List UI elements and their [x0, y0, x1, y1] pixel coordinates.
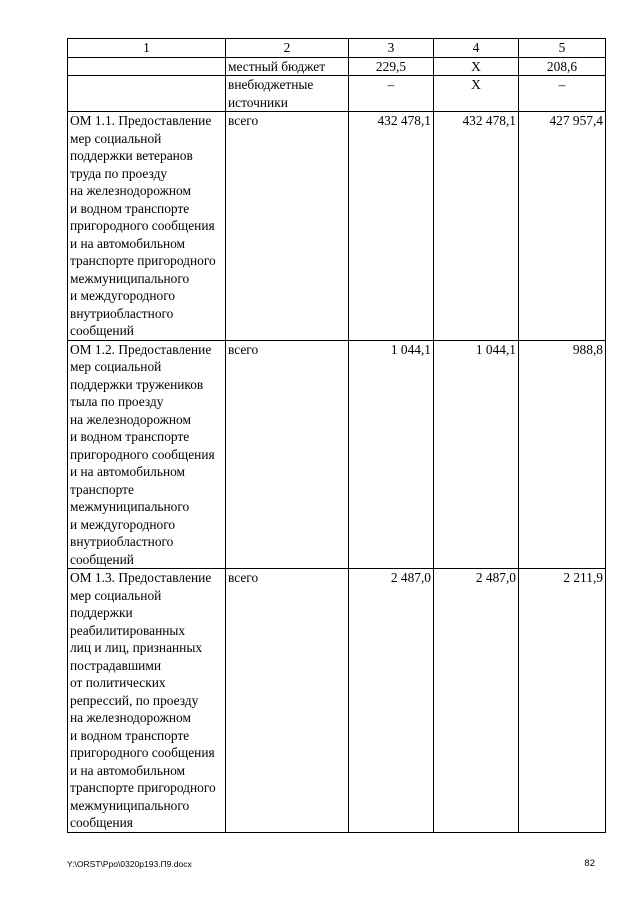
- description-line: и на автомобильном: [70, 464, 186, 479]
- value-cell-col4: 432 478,1: [434, 112, 519, 341]
- description-line: и водном транспорте: [70, 727, 190, 743]
- value-cell-col4: 2 487,0: [434, 569, 519, 833]
- description-line: внутриобластного: [70, 534, 174, 549]
- description-line: межмуниципального: [70, 499, 190, 514]
- value-cell-col5: 427 957,4: [519, 112, 606, 341]
- funding-source-cell: всего: [226, 340, 349, 569]
- description-line: поддержки: [70, 605, 133, 620]
- description-line: транспорте: [70, 481, 134, 497]
- budget-table: [67, 38, 606, 833]
- description-line: на железнодорожном: [70, 411, 191, 427]
- value-cell-col4: 1 044,1: [434, 340, 519, 569]
- description-line: сообщений: [70, 323, 134, 338]
- footer-file-path: Y:\ORST\Ppo\0320p193.П9.docx: [67, 859, 192, 869]
- description-line: и водном транспорте: [70, 429, 190, 444]
- description-line: внутриобластного: [70, 305, 174, 321]
- description-line: поддержки ветеранов: [70, 148, 193, 163]
- empty-cell: [68, 76, 226, 112]
- table-row: [68, 76, 606, 112]
- description-line: пригородного сообщения: [70, 446, 215, 462]
- header-cell-1: 1: [68, 39, 226, 58]
- value-cell-col5: 208,6: [519, 57, 606, 76]
- value-cell-col5: 988,8: [519, 340, 606, 569]
- description-line: ОМ 1.1. Предоставление: [70, 113, 212, 128]
- description-line: транспорте пригородного: [70, 253, 216, 268]
- description-line: сообщения: [70, 815, 133, 830]
- description-line: реабилитированных: [70, 622, 186, 638]
- measure-description-cell: [68, 569, 226, 833]
- value-cell-col3: –: [349, 76, 434, 112]
- funding-source-cell: местный бюджет: [226, 57, 349, 76]
- description-line: сообщений: [70, 551, 134, 567]
- empty-cell: [68, 57, 226, 76]
- description-line: пострадавшими: [70, 657, 161, 673]
- table-row: [68, 112, 606, 341]
- description-line: и водном транспорте: [70, 200, 190, 216]
- description-line: и междугородного: [70, 516, 176, 532]
- description-line: поддержки тружеников: [70, 376, 204, 392]
- value-cell-col5: –: [519, 76, 606, 112]
- description-line: межмуниципального: [70, 797, 190, 813]
- description-line: на железнодорожном: [70, 183, 191, 198]
- description-line: пригородного сообщения: [70, 745, 215, 760]
- description-line: ОМ 1.2. Предоставление: [70, 341, 212, 357]
- table-row: [68, 340, 606, 569]
- table-row: [68, 569, 606, 833]
- table-header-row: [68, 39, 606, 58]
- measures-rows: [68, 112, 606, 833]
- description-line: и на автомобильном: [70, 762, 186, 778]
- description-line: и междугородного: [70, 288, 176, 303]
- description-line: мер социальной: [70, 587, 162, 603]
- table-row: [68, 57, 606, 76]
- description-line: межмуниципального: [70, 270, 190, 286]
- description-line: от политических: [70, 675, 166, 690]
- description-line: мер социальной: [70, 130, 162, 146]
- description-line: и на автомобильном: [70, 235, 186, 251]
- header-cell-3: 3: [349, 39, 434, 58]
- value-cell-col3: 229,5: [349, 57, 434, 76]
- description-line: репрессий, по проезду: [70, 692, 199, 708]
- value-cell-col5: 2 211,9: [519, 569, 606, 833]
- header-cell-5: 5: [519, 39, 606, 58]
- description-line: на железнодорожном: [70, 710, 191, 725]
- description-line: ОМ 1.3. Предоставление: [70, 570, 212, 585]
- measure-description-cell: [68, 340, 226, 569]
- header-cell-4: 4: [434, 39, 519, 58]
- description-line: тыла по проезду: [70, 394, 164, 409]
- funding-source-cell: всего: [226, 569, 349, 833]
- funding-source-cell: всего: [226, 112, 349, 341]
- description-line: лиц и лиц, признанных: [70, 640, 203, 655]
- value-cell-col3: 2 487,0: [349, 569, 434, 833]
- value-cell-col4: X: [434, 76, 519, 112]
- value-cell-col4: X: [434, 57, 519, 76]
- description-line: транспорте пригородного: [70, 780, 216, 795]
- value-cell-col3: 432 478,1: [349, 112, 434, 341]
- page-number: 82: [584, 858, 595, 869]
- description-line: пригородного сообщения: [70, 218, 215, 233]
- funding-source-cell: внебюджетные источники: [226, 76, 349, 112]
- measure-description-cell: [68, 112, 226, 341]
- value-cell-col3: 1 044,1: [349, 340, 434, 569]
- header-cell-2: 2: [226, 39, 349, 58]
- description-line: труда по проезду: [70, 165, 168, 181]
- description-line: мер социальной: [70, 359, 162, 374]
